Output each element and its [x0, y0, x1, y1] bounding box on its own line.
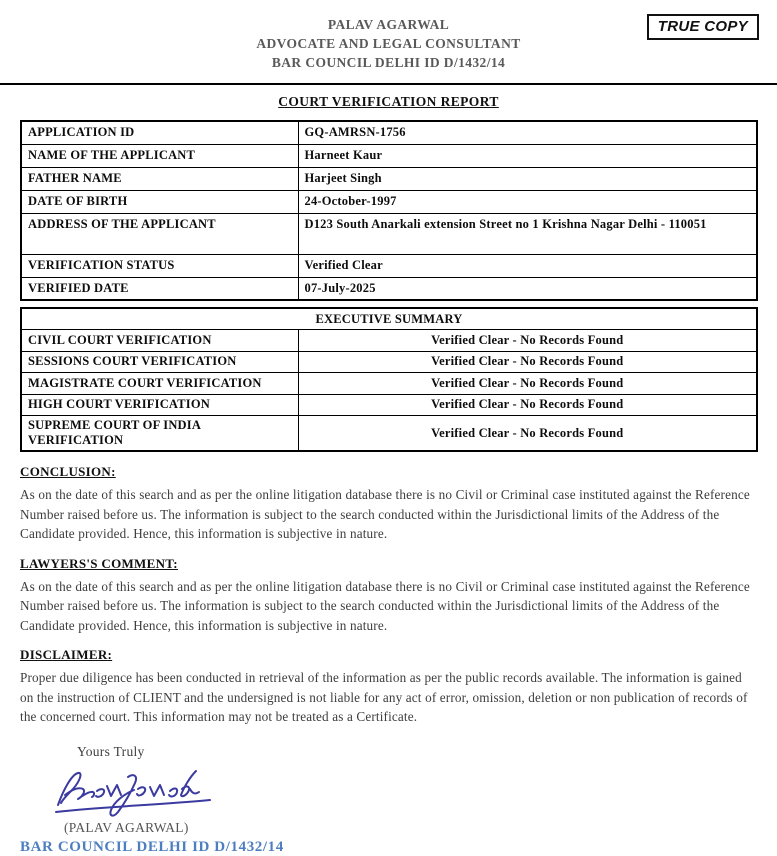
- executive-summary-table: [20, 307, 758, 452]
- detail-label: VERIFICATION STATUS: [21, 254, 298, 277]
- verification-result: Verified Clear - No Records Found: [298, 330, 757, 352]
- disclaimer-text: Proper due diligence has been conducted in retrieval of the information as per the public records available. The information is gained on the instruction of CLIENT and the undersigned is not liable for any act of error, omission, deletion or non publication of records of the concerned court. This information may not be treated as a Certificate.: [20, 670, 748, 724]
- detail-value: Verified Clear: [298, 254, 757, 277]
- advocate-title: ADVOCATE AND LEGAL CONSULTANT: [256, 36, 521, 51]
- report-title: COURT VERIFICATION REPORT: [278, 94, 499, 109]
- detail-label: VERIFIED DATE: [21, 277, 298, 300]
- detail-label: NAME OF THE APPLICANT: [21, 144, 298, 167]
- table-row: [21, 416, 757, 452]
- table-header-row: [21, 308, 757, 330]
- verification-result: Verified Clear - No Records Found: [298, 394, 757, 416]
- table-row: [21, 121, 757, 144]
- verification-result: Verified Clear - No Records Found: [298, 416, 757, 452]
- detail-value: Harneet Kaur: [298, 144, 757, 167]
- detail-value: GQ-AMRSN-1756: [298, 121, 757, 144]
- verification-result: Verified Clear - No Records Found: [298, 373, 757, 395]
- advocate-name: PALAV AGARWAL: [327, 17, 450, 32]
- detail-label: FATHER NAME: [21, 167, 298, 190]
- table-row: [21, 167, 757, 190]
- table-row: [21, 394, 757, 416]
- signatory-name: (PALAV AGARWAL): [64, 819, 189, 835]
- true-copy-stamp: TRUE COPY: [647, 14, 759, 40]
- table-row: [21, 330, 757, 352]
- detail-label: DATE OF BIRTH: [21, 190, 298, 213]
- verification-label: MAGISTRATE COURT VERIFICATION: [21, 373, 298, 395]
- detail-value: 24-October-1997: [298, 190, 757, 213]
- table-row: [21, 351, 757, 373]
- verification-label: SESSIONS COURT VERIFICATION: [21, 351, 298, 373]
- closing-salutation: Yours Truly: [77, 743, 145, 759]
- report-content: [20, 120, 757, 856]
- table-row: [21, 213, 757, 254]
- advocate-bar-id: BAR COUNCIL DELHI ID D/1432/14: [271, 55, 506, 70]
- table-row: [21, 254, 757, 277]
- table-row: [21, 373, 757, 395]
- conclusion-heading: CONCLUSION:: [20, 464, 116, 479]
- signatory-bar-id: BAR COUNCIL DELHI ID D/1432/14: [20, 838, 284, 855]
- handwritten-signature-icon: [48, 764, 226, 818]
- detail-label: APPLICATION ID: [21, 121, 298, 144]
- disclaimer-heading: DISCLAIMER:: [20, 647, 113, 662]
- detail-value: D123 South Anarkali extension Street no 1 Krishna Nagar Delhi - 110051: [298, 213, 757, 254]
- detail-label: ADDRESS OF THE APPLICANT: [21, 213, 298, 254]
- verification-label: CIVIL COURT VERIFICATION: [21, 330, 298, 352]
- verification-result: Verified Clear - No Records Found: [298, 351, 757, 373]
- verification-label: HIGH COURT VERIFICATION: [21, 394, 298, 416]
- lawyers-comment-heading: LAWYERS'S COMMENT:: [20, 555, 178, 571]
- table-row: [21, 144, 757, 167]
- applicant-details-table: [20, 120, 758, 301]
- lawyers-comment-text: As on the date of this search and as per the online litigation database there is no Civil or Criminal case instituted against the Reference Number raised before us. The information is subject to the search conducted within the Jurisdictional limits of the Address of the Candidate provided. Hence, this information is subjective in nature.: [20, 578, 750, 633]
- verification-label: SUPREME COURT OF INDIA VERIFICATION: [21, 416, 298, 452]
- detail-value: 07-July-2025: [298, 277, 757, 300]
- header-divider: [0, 83, 777, 85]
- detail-value: Harjeet Singh: [298, 167, 757, 190]
- table-row: [21, 190, 757, 213]
- table-row: [21, 277, 757, 300]
- executive-summary-title: EXECUTIVE SUMMARY: [21, 308, 757, 330]
- conclusion-text: As on the date of this search and as per the online litigation database there is no Civil or Criminal case instituted against the Reference Number raised before us. The information is subject to the search conducted within the Jurisdictional limits of the Address of the Candidate provided. Hence, this information is subjective in nature.: [20, 487, 750, 541]
